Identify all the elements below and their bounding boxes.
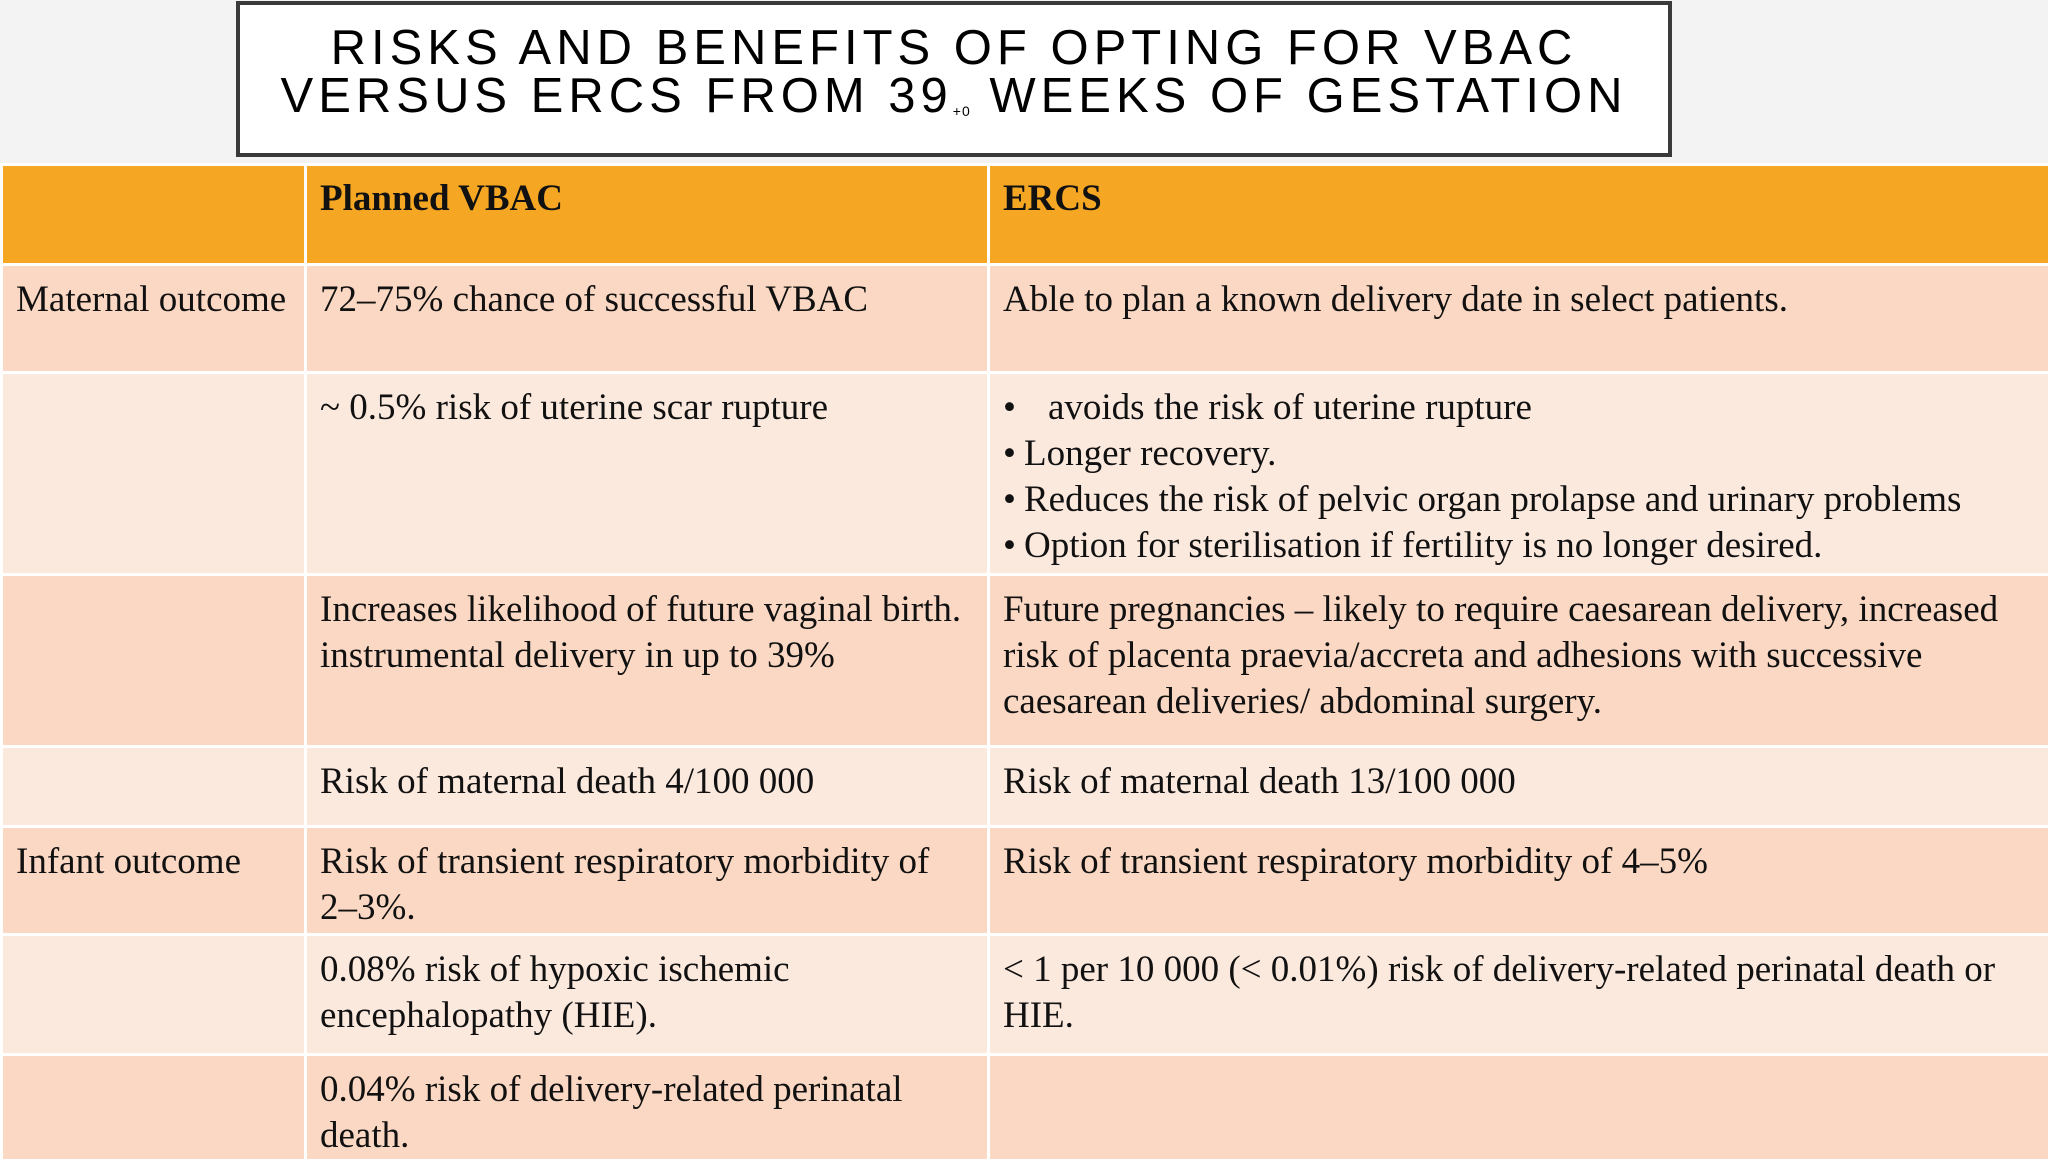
bullet-item: • Longer recovery. [1003,431,2035,477]
table-header-row [2,165,2048,265]
bullet-text: Reduces the risk of pelvic organ prolapse and urinary problems [1024,479,1961,520]
table-row [2,575,2048,747]
header-cell-outcome [2,165,306,265]
ercs-cell: Risk of maternal death 13/100 000 [989,747,2048,827]
vbac-cell: Increases likelihood of future vaginal birth. instrumental delivery in up to 39% [306,575,989,747]
ercs-cell: Able to plan a known delivery date in select patients. [989,265,2048,373]
comparison-table [0,163,2048,1162]
header-cell-ercs: ERCS [989,165,2048,265]
outcome-cell [2,575,306,747]
vbac-cell: 72–75% chance of successful VBAC [306,265,989,373]
outcome-cell: Maternal outcome [2,265,306,373]
vbac-cell: Risk of transient respiratory morbidity of 2–3%. [306,827,989,935]
outcome-cell: Infant outcome [2,827,306,935]
slide-title-line-2 [281,72,1628,135]
vbac-cell: 0.04% risk of delivery-related perinatal death. [306,1055,989,1161]
vbac-cell: 0.08% risk of hypoxic ischemic encephalopathy (HIE). [306,935,989,1055]
bullet-item: • Option for sterilisation if fertility is no longer desired. [1003,523,2035,569]
outcome-cell [2,747,306,827]
table-row [2,935,2048,1055]
table-row [2,747,2048,827]
title-text-after: WEEKS OF GESTATION [971,69,1628,123]
outcome-cell [2,373,306,575]
ercs-cell: Future pregnancies – likely to require caesarean delivery, increased risk of placenta praevia/accreta and adhesions with successive caesarean deliveries/ abdominal surgery. [989,575,2048,747]
ercs-cell: < 1 per 10 000 (< 0.01%) risk of delivery-related perinatal death or HIE. [989,935,2048,1055]
slide-title-box [236,1,1672,157]
ercs-cell [989,373,2048,575]
table-row [2,827,2048,935]
bullet-item: • avoids the risk of uterine rupture [1003,385,2035,431]
table-row [2,265,2048,373]
outcome-cell [2,1055,306,1161]
slide-title-line-1: RISKS AND BENEFITS OF OPTING FOR VBAC [331,24,1578,72]
ercs-cell: Risk of transient respiratory morbidity of 4–5% [989,827,2048,935]
title-superscript: +0 [953,103,971,119]
title-text-before: VERSUS ERCS FROM 39 [281,69,953,123]
ercs-cell [989,1055,2048,1161]
table-row [2,373,2048,575]
ercs-bullet-list [1003,385,2035,569]
bullet-text: Longer recovery. [1024,433,1276,474]
bullet-text: Option for sterilisation if fertility is no longer desired. [1024,525,1822,566]
outcome-cell [2,935,306,1055]
table-row [2,1055,2048,1161]
bullet-item: • Reduces the risk of pelvic organ prolapse and urinary problems [1003,477,2035,523]
vbac-cell: Risk of maternal death 4/100 000 [306,747,989,827]
header-cell-planned-vbac: Planned VBAC [306,165,989,265]
vbac-cell: ~ 0.5% risk of uterine scar rupture [306,373,989,575]
bullet-text: avoids the risk of uterine rupture [1048,387,1532,428]
